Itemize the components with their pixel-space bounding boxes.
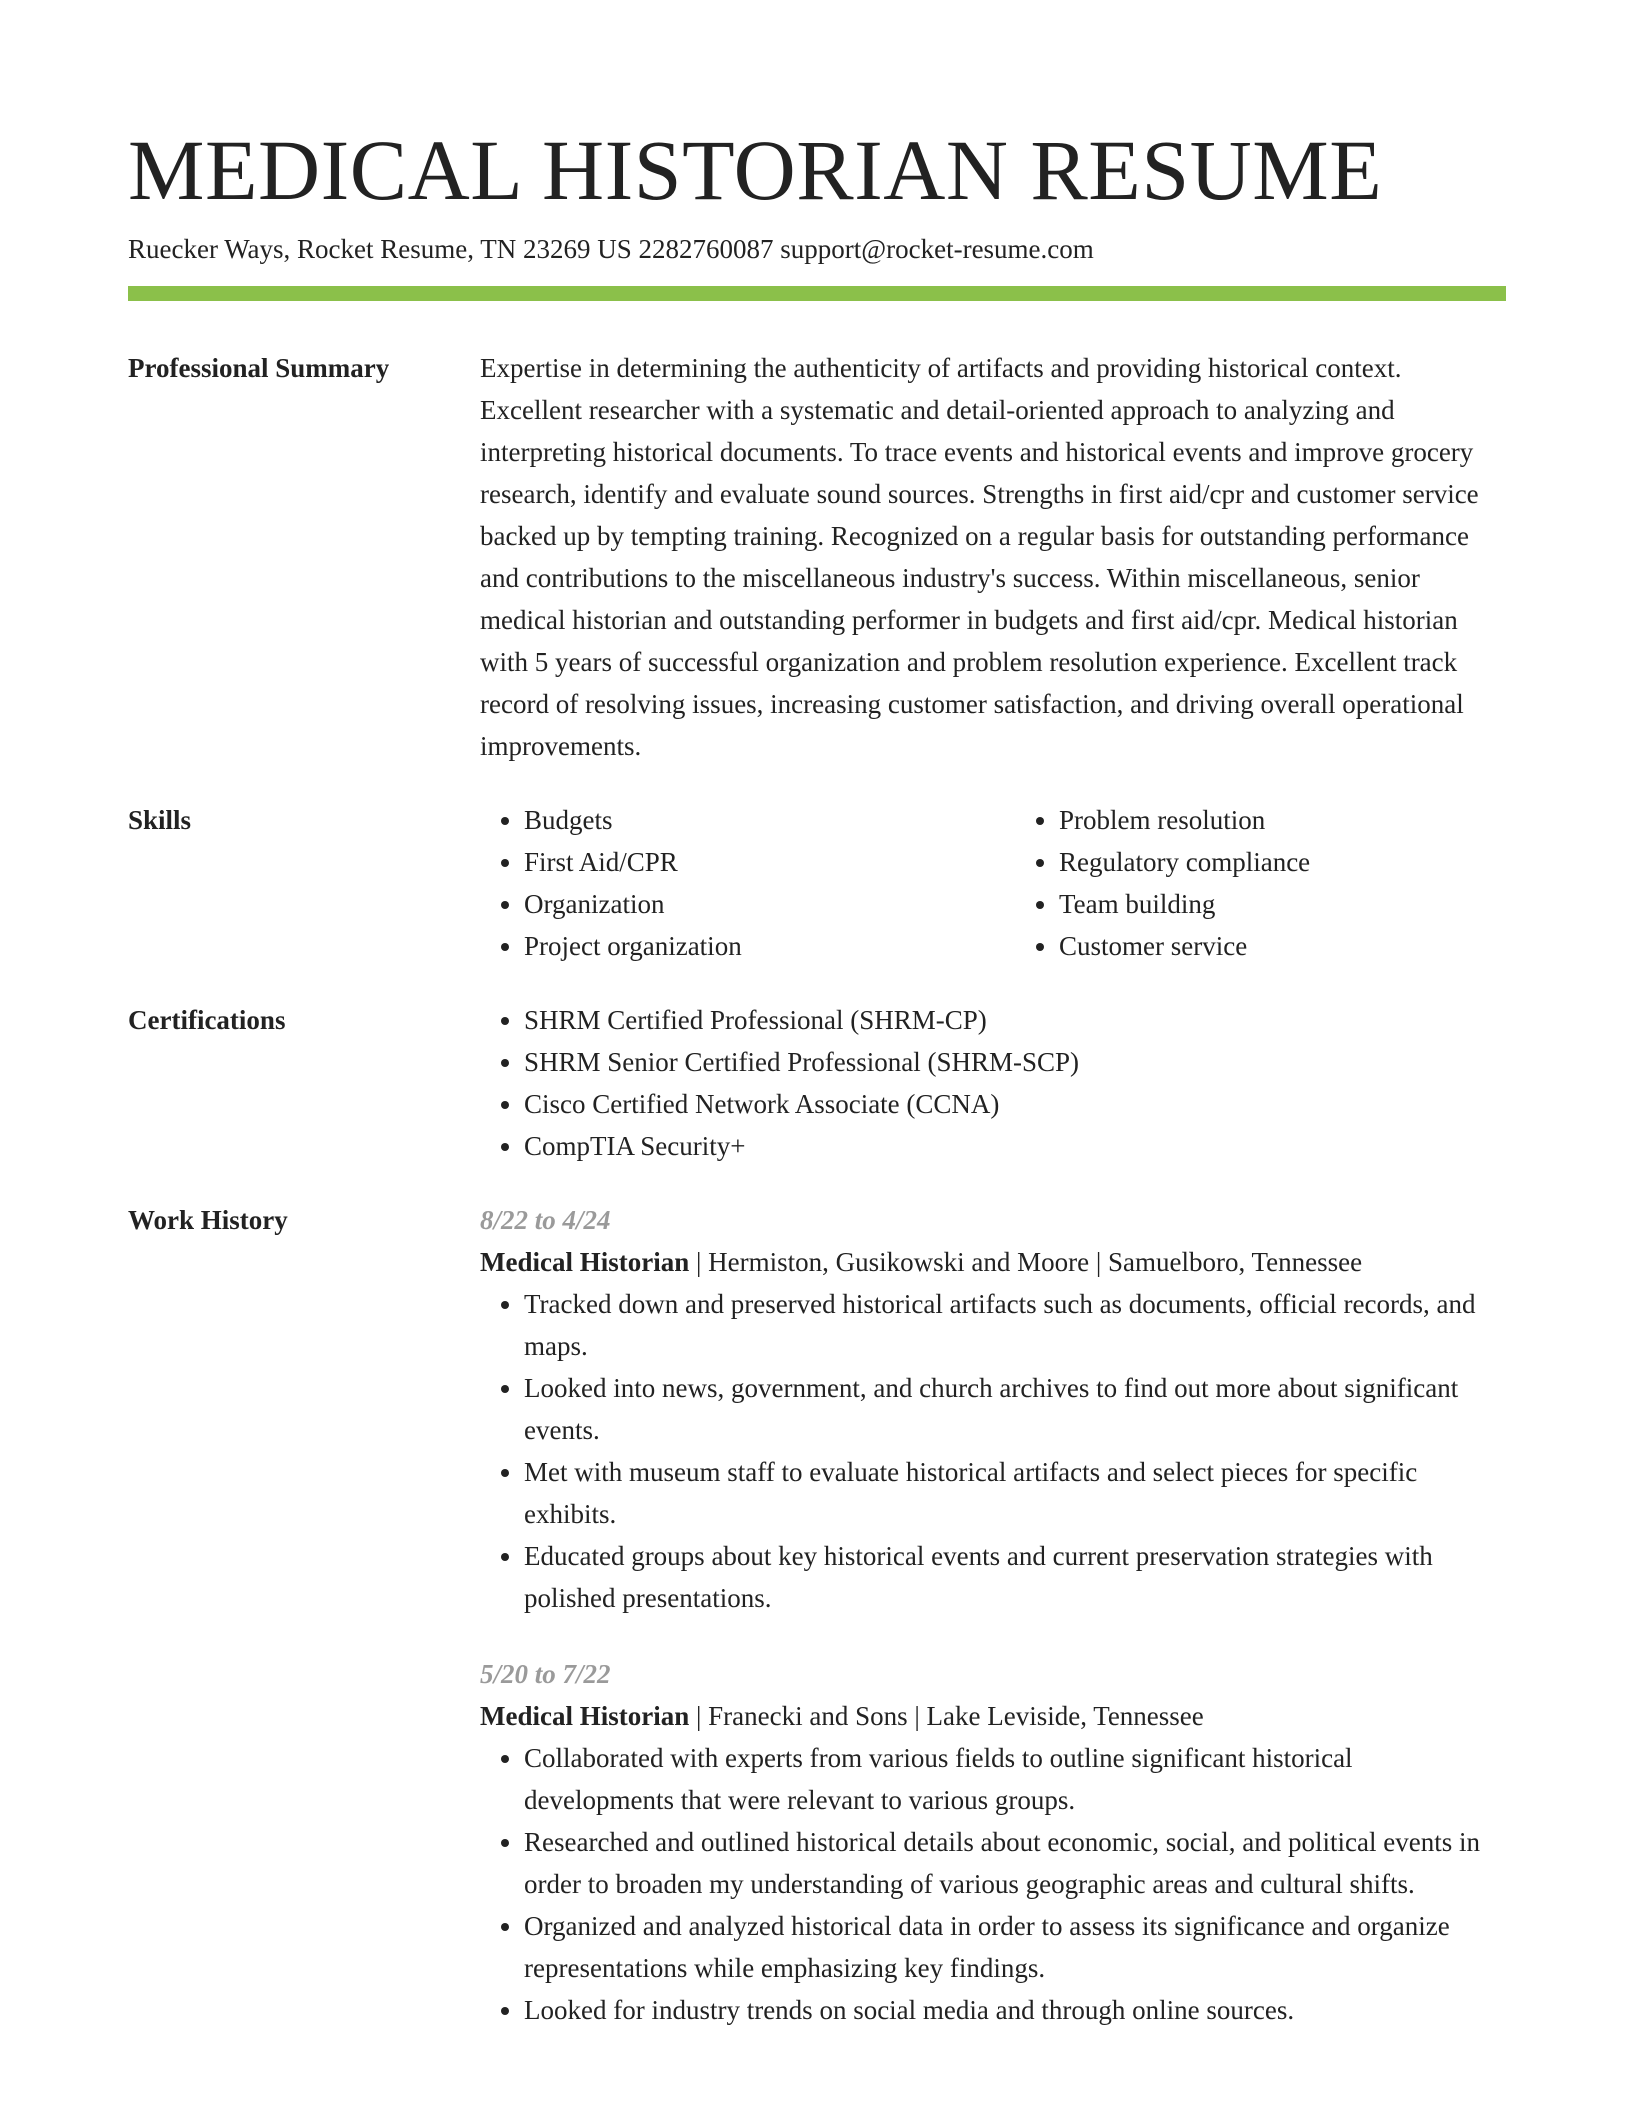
- summary-label: Professional Summary: [128, 353, 390, 383]
- summary-text: Expertise in determining the authenticity of artifacts and providing historical context. Excellent researcher with a systematic and detail-oriented approach to analyzing and interpreting historical documents. To trace events and historical events and improve grocery research, identify and evaluate sound sources. Strengths in first aid/cpr and customer service backed up by tempting training. Recognized on a regular basis for outstanding performance and contributions to the miscellaneous industry's success. Within miscellaneous, senior medical historian and outstanding performer in budgets and first aid/cpr. Medical historian with 5 years of successful organization and problem resolution experience. Excellent track record of resolving issues, increasing customer satisfaction, and driving overall operational improvements.: [480, 353, 1479, 761]
- skill-item: • First Aid/CPR: [524, 841, 971, 883]
- certifications-list: [480, 999, 1506, 1167]
- skill-item: • Budgets: [524, 799, 971, 841]
- job-bullet: • Educated groups about key historical events and current preservation strategies with polished presentations.: [524, 1535, 1506, 1619]
- skill-item: • Organization: [524, 883, 971, 925]
- job-details: | Hermiston, Gusikowski and Moore | Samuelboro, Tennessee: [689, 1247, 1363, 1277]
- job-bullet: • Collaborated with experts from various fields to outline significant historical developments that were relevant to various groups.: [524, 1737, 1506, 1821]
- job-entry: [480, 1199, 1506, 1619]
- job-bullet: • Looked for industry trends on social media and through online sources.: [524, 1989, 1506, 2031]
- job-bullet: • Tracked down and preserved historical artifacts such as documents, official records, and maps.: [524, 1283, 1506, 1367]
- job-bullet: • Researched and outlined historical details about economic, social, and political events in order to broaden my understanding of various geographic areas and cultural shifts.: [524, 1821, 1506, 1905]
- job-details: | Franecki and Sons | Lake Leviside, Tennessee: [689, 1701, 1204, 1731]
- certification-item: • SHRM Senior Certified Professional (SHRM-SCP): [524, 1041, 1506, 1083]
- job-bullet: • Met with museum staff to evaluate historical artifacts and select pieces for specific exhibits.: [524, 1451, 1506, 1535]
- job-bullet: • Organized and analyzed historical data in order to assess its significance and organize representations while emphasizing key findings.: [524, 1905, 1506, 1989]
- job-bullets: [480, 1737, 1506, 2031]
- skill-item: • Team building: [1059, 883, 1506, 925]
- job-heading: [480, 1241, 1506, 1283]
- skills-list-right: [1015, 799, 1506, 967]
- skills-list-left: [480, 799, 971, 967]
- skills-label: Skills: [128, 805, 192, 835]
- certification-item: • SHRM Certified Professional (SHRM-CP): [524, 999, 1506, 1041]
- skill-item: • Regulatory compliance: [1059, 841, 1506, 883]
- job-dates: 8/22 to 4/24: [480, 1205, 611, 1235]
- resume-title: MEDICAL HISTORIAN RESUME: [128, 122, 1383, 218]
- job-title: Medical Historian: [480, 1701, 690, 1731]
- job-entry: [480, 1653, 1506, 2031]
- job-title: Medical Historian: [480, 1247, 690, 1277]
- accent-divider: [128, 286, 1506, 301]
- skill-item: • Customer service: [1059, 925, 1506, 967]
- job-bullet: • Looked into news, government, and church archives to find out more about significant events.: [524, 1367, 1506, 1451]
- skill-item: • Problem resolution: [1059, 799, 1506, 841]
- contact-line: Ruecker Ways, Rocket Resume, TN 23269 US 2282760087 support@rocket-resume.com: [128, 234, 1094, 264]
- skill-item: • Project organization: [524, 925, 971, 967]
- certification-item: • CompTIA Security+: [524, 1125, 1506, 1167]
- certifications-label: Certifications: [128, 1005, 286, 1035]
- certification-item: • Cisco Certified Network Associate (CCNA): [524, 1083, 1506, 1125]
- work-history-label: Work History: [128, 1205, 288, 1235]
- job-dates: 5/20 to 7/22: [480, 1659, 611, 1689]
- job-heading: [480, 1695, 1506, 1737]
- job-bullets: [480, 1283, 1506, 1619]
